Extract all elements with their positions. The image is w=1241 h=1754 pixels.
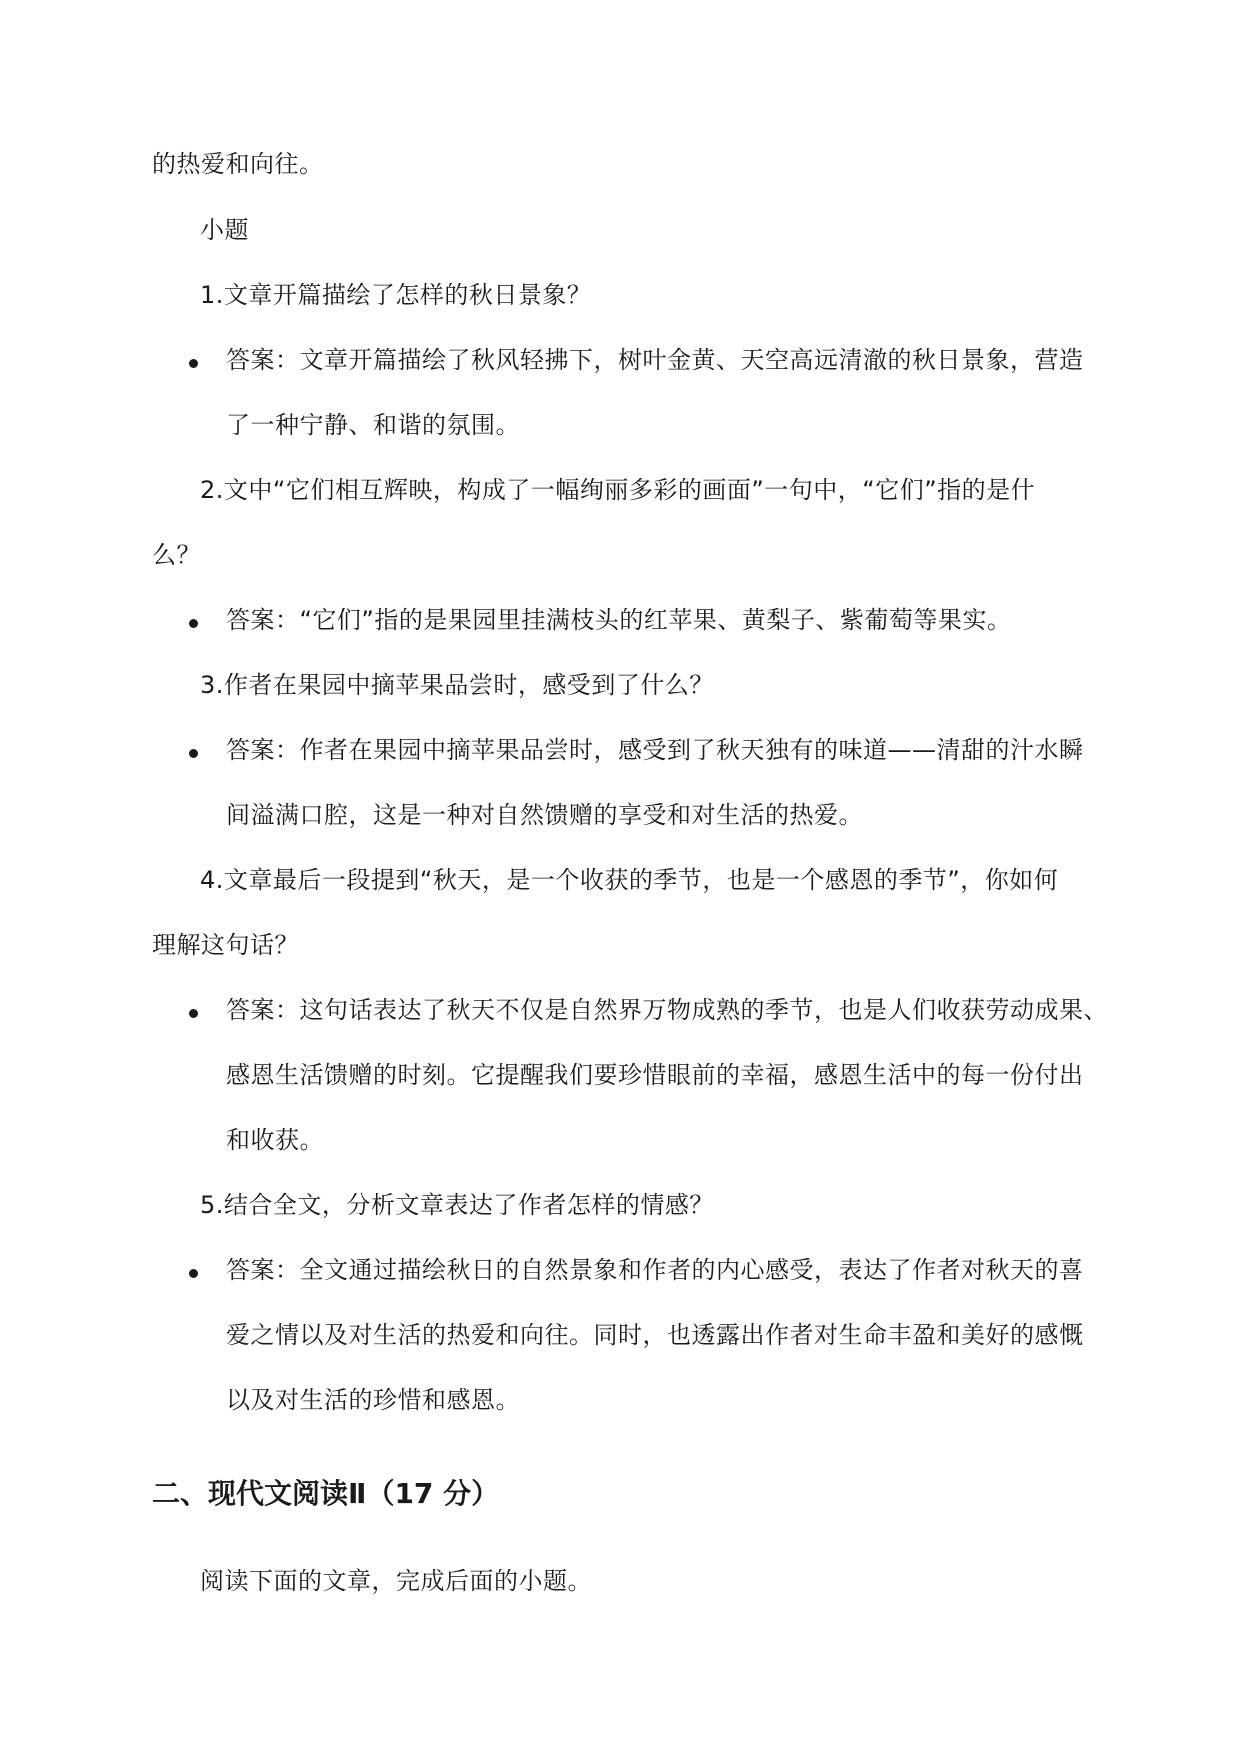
- question-5: 5.结合全文，分析文章表达了作者怎样的情感？: [200, 1191, 714, 1219]
- answer-4-line-3: 和收获。: [226, 1126, 324, 1154]
- bullet-icon: [189, 359, 198, 368]
- answer-3-line-1: 答案：作者在果园中摘苹果品尝时，感受到了秋天独有的味道——清甜的汁水瞬: [226, 736, 1084, 764]
- answer-1-line-1: 答案：文章开篇描绘了秋风轻拂下，树叶金黄、天空高远清澈的秋日景象，营造: [226, 346, 1084, 374]
- answer-5-line-3: 以及对生活的珍惜和感恩。: [226, 1386, 520, 1414]
- bullet-icon: [189, 749, 198, 758]
- question-4-line-2: 理解这句话？: [152, 931, 299, 959]
- question-3: 3.作者在果园中摘苹果品尝时，感受到了什么？: [200, 671, 714, 699]
- bullet-icon: [189, 619, 198, 628]
- section-intro: 阅读下面的文章，完成后面的小题。: [200, 1567, 592, 1595]
- answer-4-line-1: 答案：这句话表达了秋天不仅是自然界万物成熟的季节，也是人们收获劳动成果、: [226, 996, 1108, 1024]
- answer-3-line-2: 间溢满口腔，这是一种对自然馈赠的享受和对生活的热爱。: [226, 801, 863, 829]
- answer-4-line-2: 感恩生活馈赠的时刻。它提醒我们要珍惜眼前的幸福，感恩生活中的每一份付出: [226, 1061, 1084, 1089]
- answer-2-line-1: 答案：“它们”指的是果园里挂满枝头的红苹果、黄梨子、紫葡萄等果实。: [226, 606, 1012, 634]
- question-4-line-1: 4.文章最后一段提到“秋天，是一个收获的季节，也是一个感恩的季节”，你如何: [200, 866, 1059, 894]
- section-heading: 二、现代文阅读Ⅱ（17 分）: [152, 1477, 500, 1510]
- intro-tail-text: 的热爱和向往。: [152, 150, 324, 178]
- answer-5-line-2: 爱之情以及对生活的热爱和向往。同时，也透露出作者对生命丰盈和美好的感慨: [226, 1321, 1084, 1349]
- answer-5-line-1: 答案：全文通过描绘秋日的自然景象和作者的内心感受，表达了作者对秋天的喜: [226, 1256, 1084, 1284]
- bullet-icon: [189, 1009, 198, 1018]
- bullet-icon: [189, 1269, 198, 1278]
- question-2-line-2: 么？: [152, 541, 201, 569]
- question-2-line-1: 2.文中“它们相互辉映，构成了一幅绚丽多彩的画面”一句中，“它们”指的是什: [200, 476, 1036, 504]
- question-1: 1.文章开篇描绘了怎样的秋日景象？: [200, 281, 592, 309]
- answer-1-line-2: 了一种宁静、和谐的氛围。: [226, 411, 520, 439]
- subheading: 小题: [200, 216, 249, 244]
